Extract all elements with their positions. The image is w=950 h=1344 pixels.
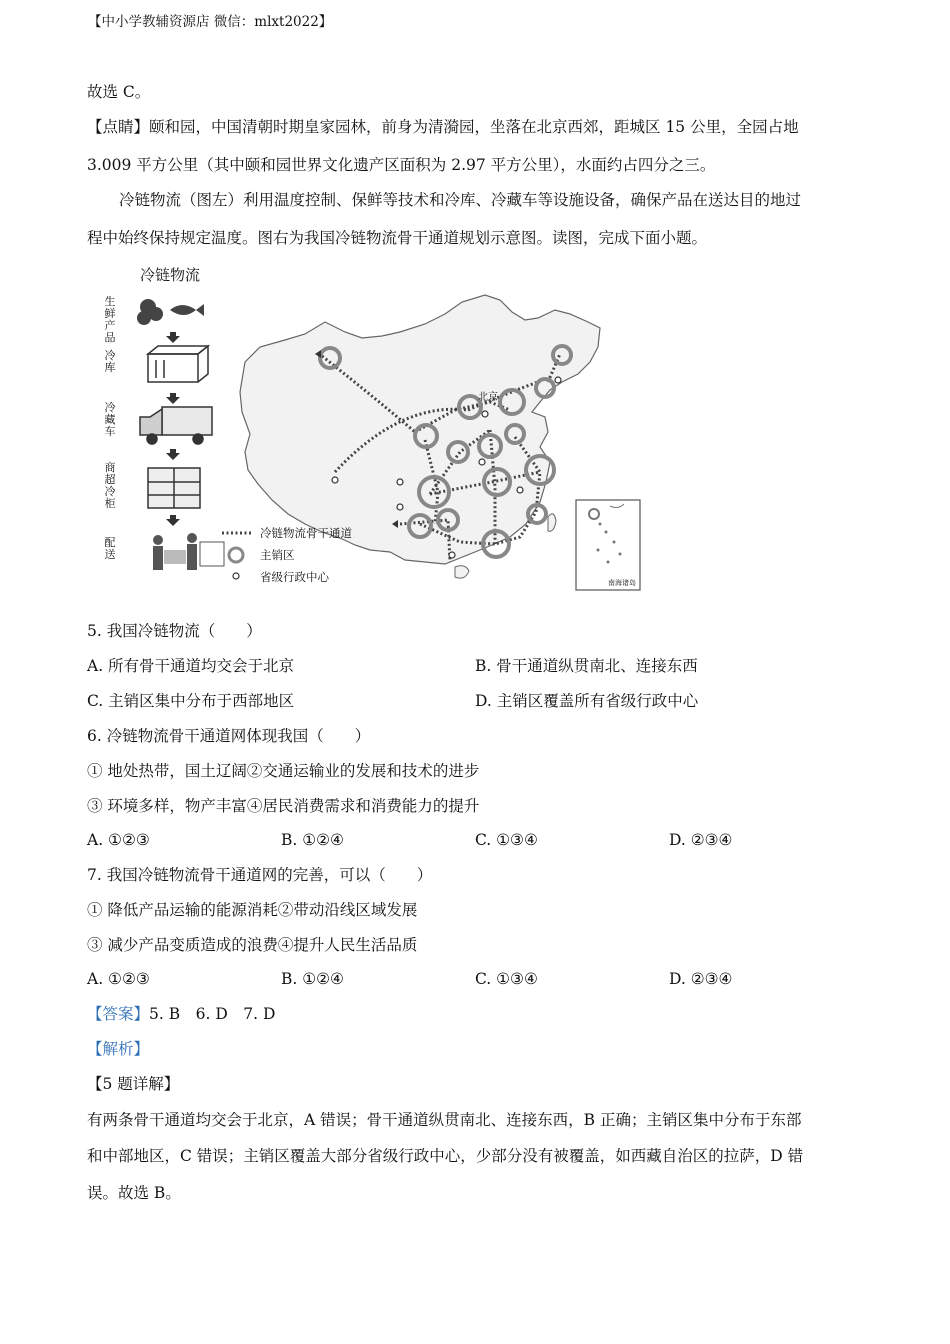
detail-tag: 【5 题详解】	[87, 1075, 180, 1093]
q5-option-b: B. 骨干通道纵贯南北、连接东西	[475, 657, 698, 675]
q7-items-2: ③ 减少产品变质造成的浪费④提升人民生活品质	[87, 936, 418, 954]
question-6-stem: 6. 冷链物流骨干通道网体现我国（ ）	[87, 727, 371, 745]
detail-line-2: 和中部地区，C 错误；主销区覆盖大部分省级行政中心，少部分没有被覆盖，如西藏自治区的拉萨，D 错	[87, 1147, 804, 1165]
q6-items-2: ③ 环境多样，物产丰富④居民消费需求和消费能力的提升	[87, 797, 480, 815]
analysis-tag: 【解析】	[87, 1040, 150, 1058]
question-7-stem: 7. 我国冷链物流骨干通道网的完善，可以（ ）	[87, 866, 433, 884]
delivery-people-icon	[153, 533, 224, 570]
legend-region-label: 主销区	[260, 548, 295, 562]
q7-option-b: B. ①②④	[281, 970, 344, 988]
south-china-sea-inset	[576, 500, 640, 590]
answer-text: 5. B 6. D 7. D	[149, 1005, 276, 1023]
legend-capital-label: 省级行政中心	[260, 570, 329, 584]
answer-tag: 【答案】	[87, 1005, 150, 1023]
q7-option-c: C. ①③④	[475, 970, 538, 988]
map-label-beijing: 北京	[478, 392, 498, 403]
q6-option-b: B. ①②④	[281, 831, 344, 849]
figure-drawing	[100, 262, 645, 597]
q5-option-c: C. 主销区集中分布于西部地区	[87, 692, 295, 710]
intro-line-1: 冷链物流（图左）利用温度控制、保鲜等技术和冷库、冷藏车等设施设备，确保产品在送达目的地过	[119, 191, 802, 209]
legend-region-symbol	[229, 548, 243, 562]
legend-channel-label: 冷链物流骨干通道	[260, 526, 352, 540]
q6-items-1: ① 地处热带，国土辽阔②交通运输业的发展和技术的进步	[87, 762, 480, 780]
detail-line-3: 误。故选 B。	[87, 1184, 181, 1202]
flow-step-truck: 冷藏车	[104, 401, 116, 438]
inset-label: 南海诸岛	[608, 579, 636, 587]
detail-line-1: 有两条骨干通道均交会于北京，A 错误；骨干通道纵贯南北、连接东西，B 正确；主销区集中分布于东部	[87, 1111, 802, 1129]
flow-step-storage: 冷库	[104, 349, 116, 374]
intro-line-2: 程中始终保持规定温度。图右为我国冷链物流骨干通道规划示意图。读图，完成下面小题。	[87, 229, 708, 247]
q5-option-a: A. 所有骨干通道均交会于北京	[87, 657, 295, 675]
flow-title: 冷链物流	[140, 266, 201, 284]
comment-tag: 【点睛】	[87, 118, 150, 136]
q6-option-d: D. ②③④	[669, 831, 733, 849]
flow-step-cabinet: 商超冷柜	[104, 461, 116, 510]
cold-chain-figure	[100, 262, 645, 597]
comment-line-2: 3.009 平方公里（其中颐和园世界文化遗产区面积为 2.97 平方公里），水面约占四分之三。	[87, 156, 716, 174]
cold-storage-icon	[148, 346, 208, 382]
hainan-island	[455, 566, 469, 578]
freezer-cabinet-icon	[148, 468, 200, 508]
answer-line	[87, 1004, 275, 1024]
legend-capital-symbol	[233, 573, 239, 579]
page-header: 【中小学教辅资源店 微信：mlxt2022】	[88, 14, 333, 30]
flow-step-fresh: 生鲜产品	[104, 295, 116, 344]
q7-option-d: D. ②③④	[669, 970, 733, 988]
comment-text-1: 颐和园，中国清朝时期皇家园林，前身为清漪园，坐落在北京西郊，距城区 15 公里，全园占地	[149, 118, 799, 136]
q6-option-a: A. ①②③	[87, 831, 150, 849]
q7-option-a: A. ①②③	[87, 970, 150, 988]
question-5-stem: 5. 我国冷链物流（ ）	[87, 622, 262, 640]
previous-answer: 故选 C。	[87, 83, 151, 101]
q5-option-d: D. 主销区覆盖所有省级行政中心	[475, 692, 699, 710]
taiwan-island	[548, 514, 556, 531]
flow-step-delivery: 配送	[104, 536, 116, 561]
comment-line-1	[87, 117, 799, 137]
refrigerated-truck-icon	[140, 407, 212, 444]
q6-option-c: C. ①③④	[475, 831, 538, 849]
fresh-produce-icon	[137, 299, 204, 325]
q7-items-1: ① 降低产品运输的能源消耗②带动沿线区域发展	[87, 901, 418, 919]
